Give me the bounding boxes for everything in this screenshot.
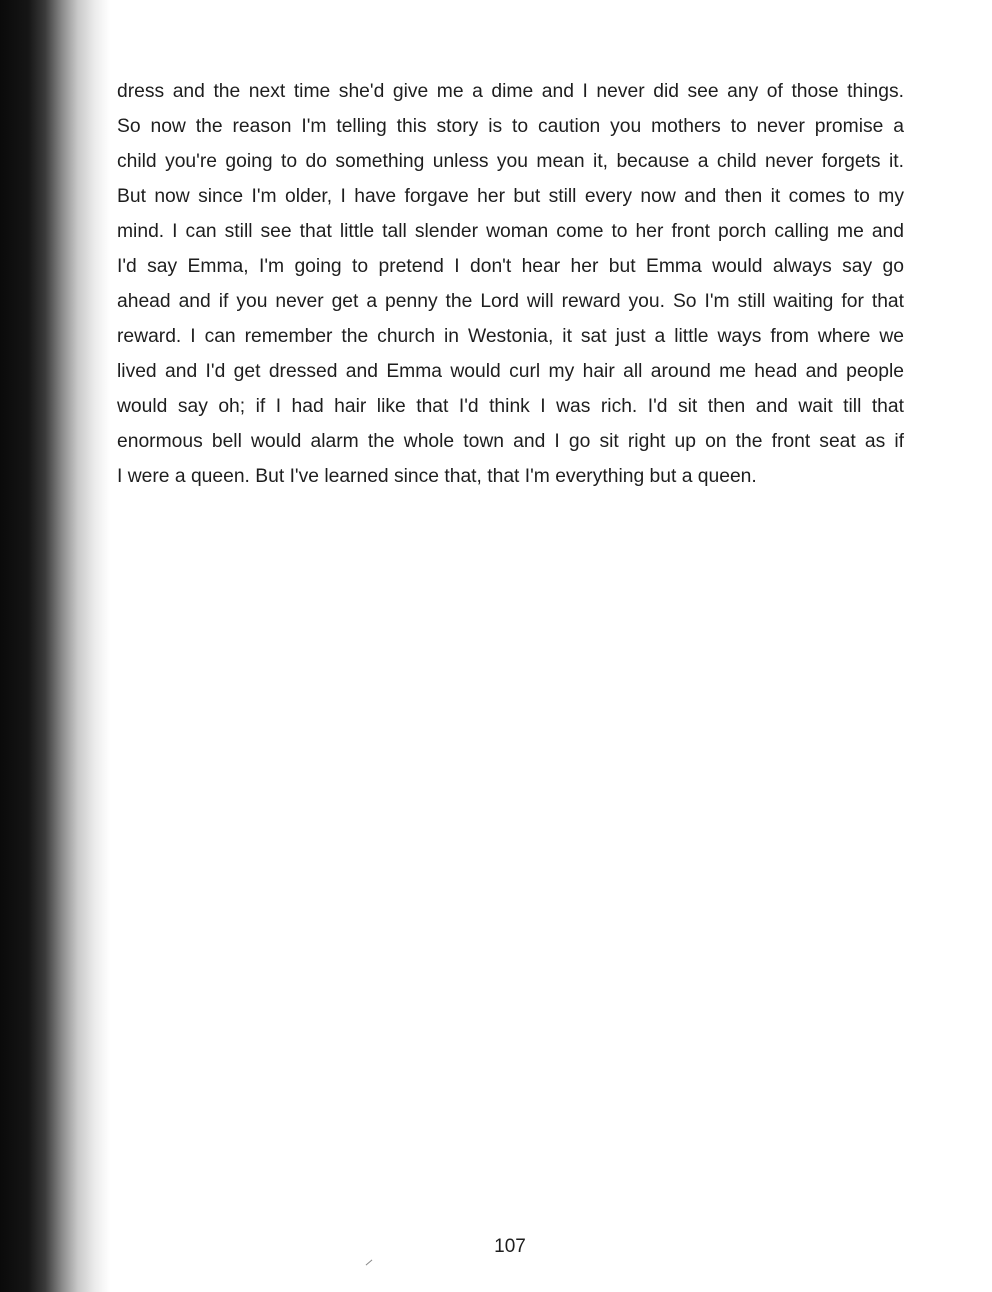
text-line: reward. I can remember the church in Westonia, it sat just a little ways from where we (117, 326, 904, 347)
binding-shadow (0, 0, 110, 1292)
page-text (117, 74, 904, 494)
text-line: enormous bell would alarm the whole town and I go sit right up on the front seat as if (117, 431, 904, 452)
text-line: But now since I'm older, I have forgave her but still every now and then it comes to my (117, 186, 904, 207)
page-number: 107 (494, 1236, 526, 1257)
text-line: dress and the next time she'd give me a dime and I never did see any of those things. (117, 81, 904, 102)
text-line: would say oh; if I had hair like that I'd think I was rich. I'd sit then and wait till that (117, 396, 904, 417)
text-line: ahead and if you never get a penny the Lord will reward you. So I'm still waiting for that (117, 291, 904, 312)
text-line: I were a queen. But I've learned since that, that I'm everything but a queen. (117, 466, 757, 487)
text-line: lived and I'd get dressed and Emma would curl my hair all around me head and people (117, 361, 904, 382)
text-line: So now the reason I'm telling this story is to caution you mothers to never promise a (117, 116, 904, 137)
text-line: I'd say Emma, I'm going to pretend I don't hear her but Emma would always say go (117, 256, 904, 277)
stray-pen-mark (366, 1260, 373, 1266)
text-line: child you're going to do something unless you mean it, because a child never forgets it. (117, 151, 904, 172)
text-line: mind. I can still see that little tall slender woman come to her front porch calling me and (117, 221, 904, 242)
